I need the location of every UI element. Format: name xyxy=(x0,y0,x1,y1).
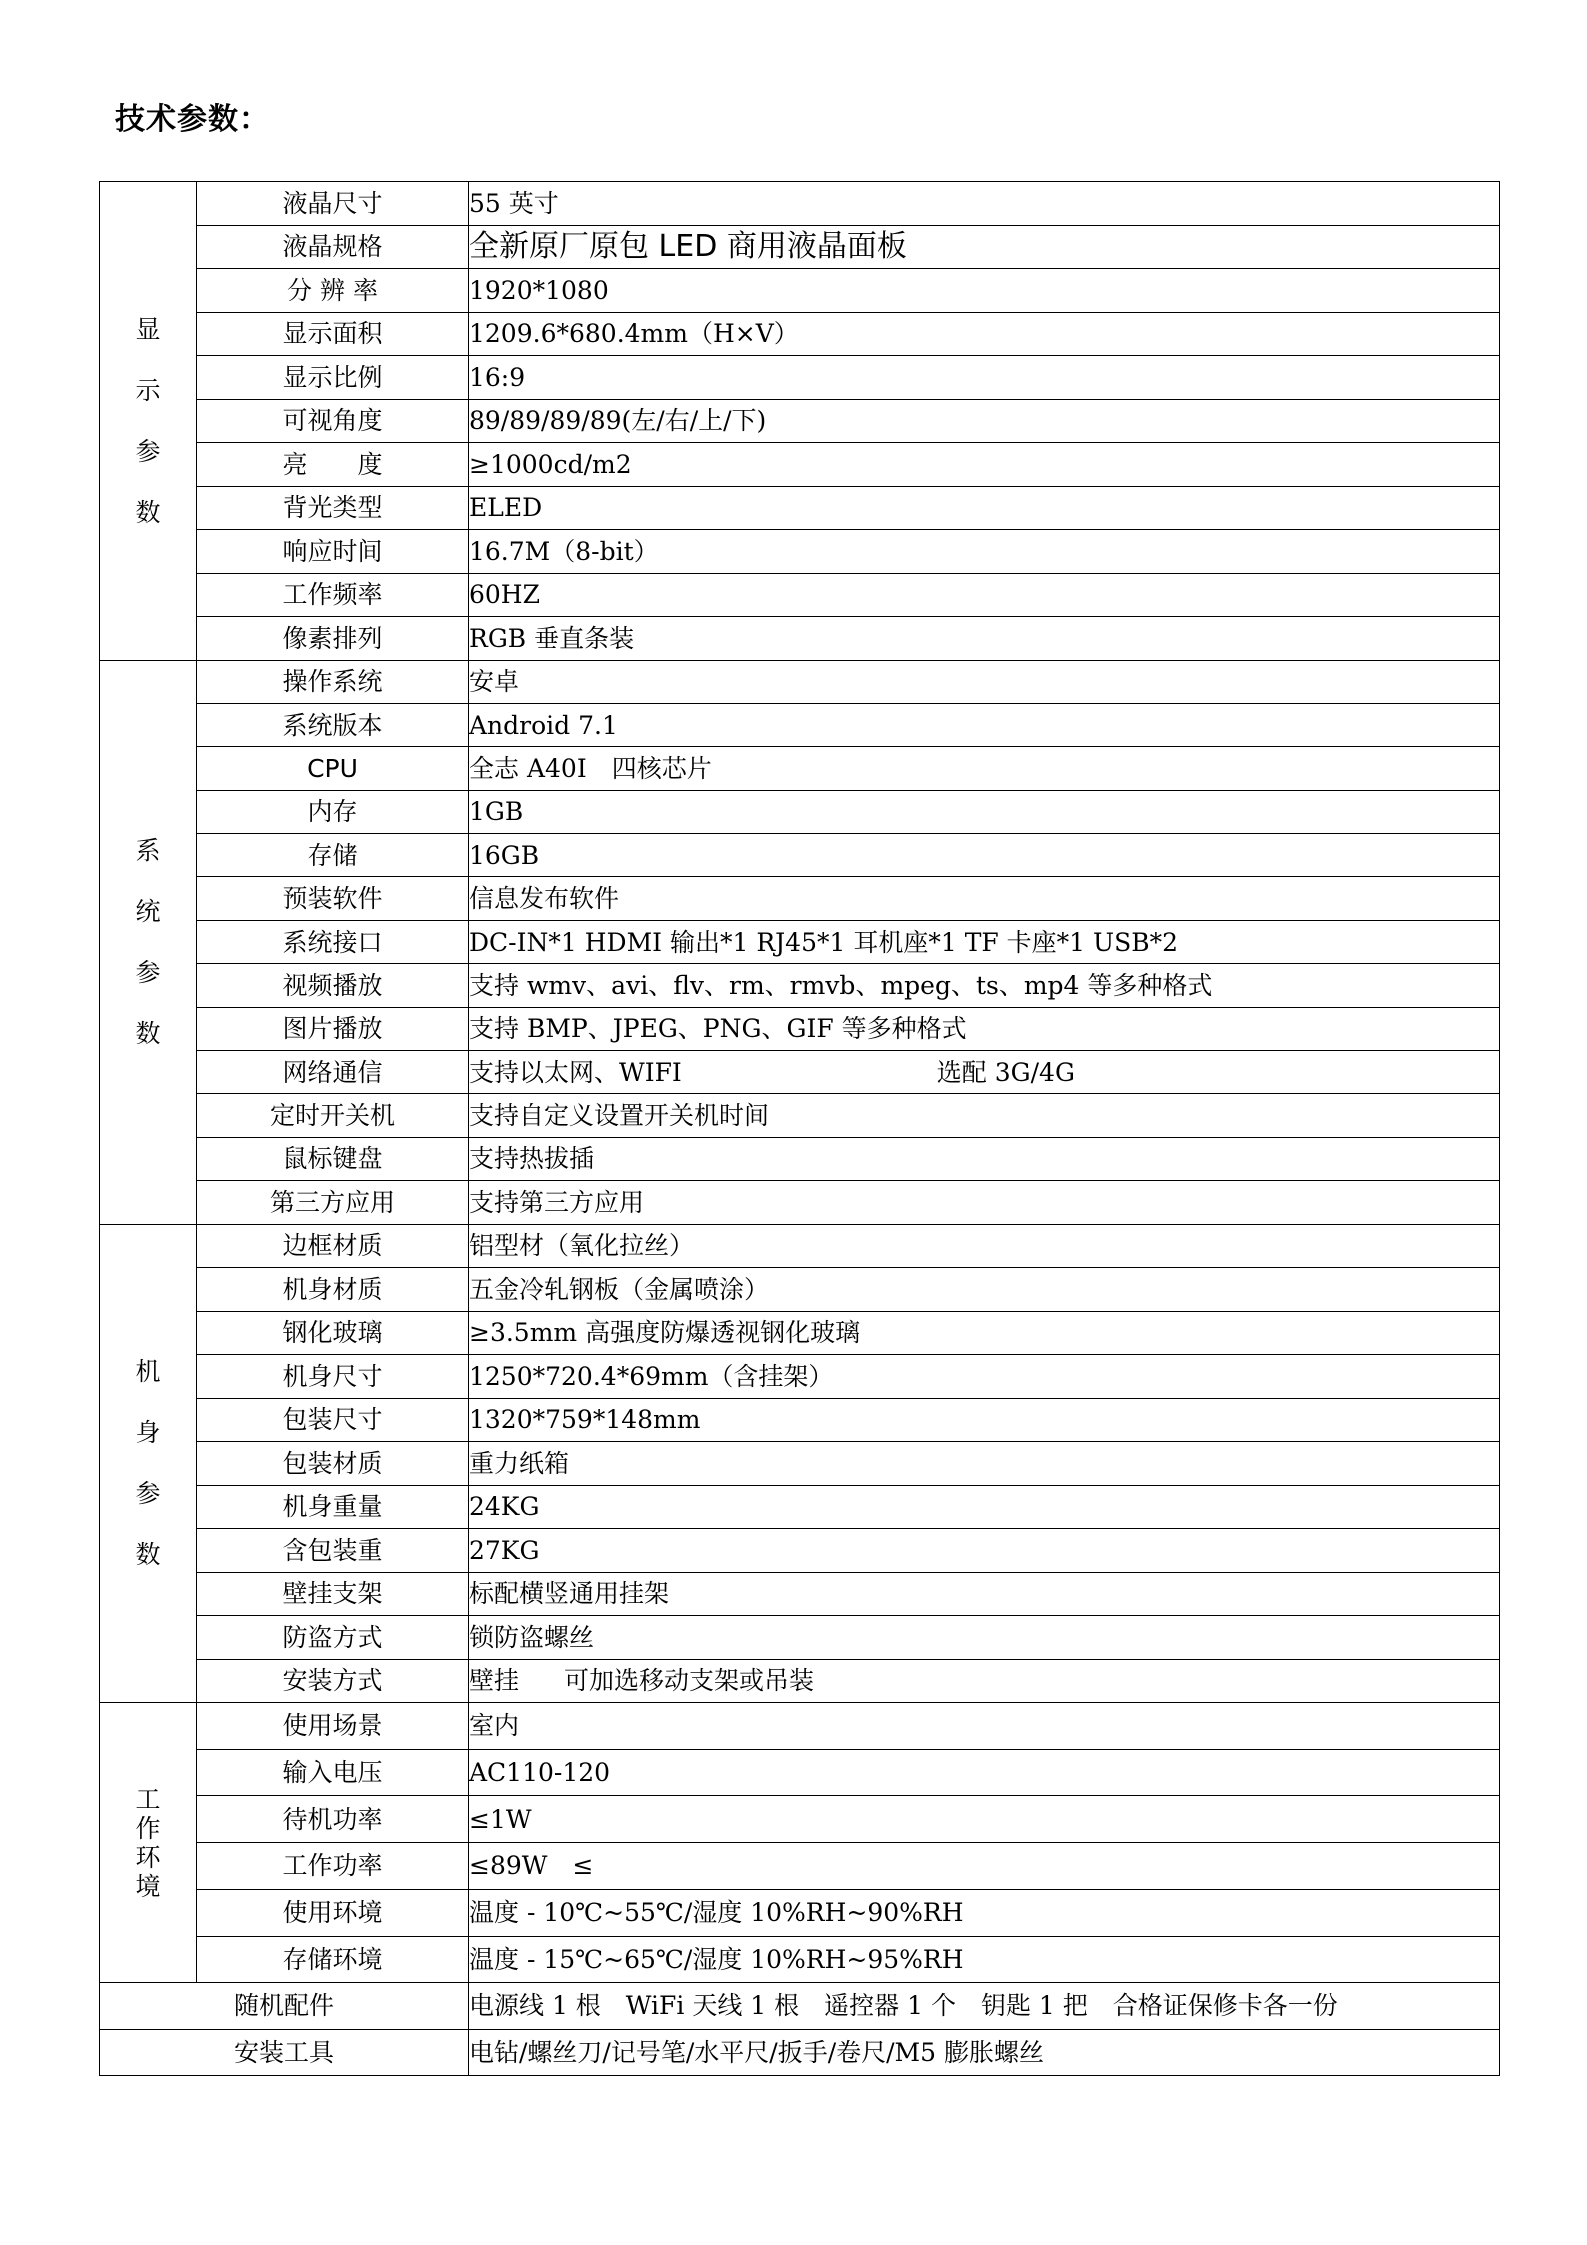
spec-row xyxy=(100,530,1500,574)
spec-value xyxy=(469,1659,1500,1703)
spec-row xyxy=(100,1889,1500,1936)
spec-value: 16:9 xyxy=(469,356,1500,400)
spec-value-extra: 选配 3G/4G xyxy=(936,1057,1075,1087)
spec-value: 标配横竖通用挂架 xyxy=(469,1572,1500,1616)
spec-value: 60HZ xyxy=(469,573,1500,617)
spec-label: 显示比例 xyxy=(197,356,469,400)
spec-value: 1GB xyxy=(469,790,1500,833)
spec-value: 24KG xyxy=(469,1485,1500,1529)
tools-label: 安装工具 xyxy=(100,2029,469,2076)
spec-row xyxy=(100,1529,1500,1573)
spec-label: 工作频率 xyxy=(197,573,469,617)
spec-row xyxy=(100,1398,1500,1442)
spec-row xyxy=(100,747,1500,790)
group-label-char: 显 xyxy=(135,314,161,344)
accessories-value: 电源线 1 根 WiFi 天线 1 根 遥控器 1 个 钥匙 1 把 合格证保修卡各一份 xyxy=(469,1983,1500,2030)
spec-row xyxy=(100,1616,1500,1660)
spec-value: ELED xyxy=(469,486,1500,530)
spec-row xyxy=(100,312,1500,356)
spec-row-accessories xyxy=(100,1983,1500,2030)
spec-label: 防盗方式 xyxy=(197,1616,469,1660)
spec-label: 背光类型 xyxy=(197,486,469,530)
spec-row xyxy=(100,1796,1500,1843)
spec-value: 铝型材（氧化拉丝） xyxy=(469,1224,1500,1268)
spec-row xyxy=(100,1224,1500,1268)
spec-value: 室内 xyxy=(469,1703,1500,1750)
spec-row xyxy=(100,1749,1500,1796)
spec-label: 输入电压 xyxy=(197,1749,469,1796)
spec-label: 内存 xyxy=(197,790,469,833)
spec-label: 液晶尺寸 xyxy=(197,182,469,226)
group-label-char: 示 xyxy=(135,375,161,405)
spec-table-body xyxy=(100,182,1500,2076)
spec-row xyxy=(100,660,1500,703)
spec-label: 边框材质 xyxy=(197,1224,469,1268)
spec-value: 全新原厂原包 LED 商用液晶面板 xyxy=(469,225,1500,269)
spec-value: ≥3.5mm 高强度防爆透视钢化玻璃 xyxy=(469,1311,1500,1355)
spec-row xyxy=(100,1051,1500,1094)
group-label-char: 参 xyxy=(135,436,161,466)
spec-row xyxy=(100,225,1500,269)
spec-label: 网络通信 xyxy=(197,1051,469,1094)
spec-value: 16.7M（8-bit） xyxy=(469,530,1500,574)
spec-label: 响应时间 xyxy=(197,530,469,574)
spec-label: 视频播放 xyxy=(197,964,469,1007)
spec-label: 机身材质 xyxy=(197,1268,469,1312)
spec-label: 安装方式 xyxy=(197,1659,469,1703)
group-label-display xyxy=(100,182,197,661)
spec-value: 1250*720.4*69mm（含挂架） xyxy=(469,1355,1500,1399)
spec-row xyxy=(100,1181,1500,1224)
spec-label: 像素排列 xyxy=(197,617,469,661)
spec-value: ≥1000cd/m2 xyxy=(469,443,1500,487)
spec-row-tools xyxy=(100,2029,1500,2076)
spec-value: DC-IN*1 HDMI 输出*1 RJ45*1 耳机座*1 TF 卡座*1 USB*2 xyxy=(469,920,1500,963)
group-label-char: 参 xyxy=(135,958,161,988)
spec-row xyxy=(100,182,1500,226)
spec-label: 预装软件 xyxy=(197,877,469,920)
group-label-body xyxy=(100,1224,197,1703)
spec-value: 支持热拔插 xyxy=(469,1137,1500,1180)
spec-row xyxy=(100,269,1500,313)
spec-row xyxy=(100,573,1500,617)
group-label-char: 数 xyxy=(135,1540,161,1570)
spec-label: 使用环境 xyxy=(197,1889,469,1936)
spec-label: 系统版本 xyxy=(197,703,469,746)
spec-value: 支持 wmv、avi、flv、rm、rmvb、mpeg、ts、mp4 等多种格式 xyxy=(469,964,1500,1007)
spec-value: 支持自定义设置开关机时间 xyxy=(469,1094,1500,1137)
spec-value-main: 支持以太网、WIFI xyxy=(469,1057,682,1087)
spec-row xyxy=(100,399,1500,443)
spec-label: 机身重量 xyxy=(197,1485,469,1529)
spec-value: 安卓 xyxy=(469,660,1500,703)
group-label-char: 环 xyxy=(135,1842,161,1872)
group-label-char: 身 xyxy=(135,1418,161,1448)
spec-value: 27KG xyxy=(469,1529,1500,1573)
spec-row xyxy=(100,1572,1500,1616)
spec-row xyxy=(100,790,1500,833)
group-label-char: 系 xyxy=(135,836,161,866)
spec-label: 系统接口 xyxy=(197,920,469,963)
spec-label: 机身尺寸 xyxy=(197,1355,469,1399)
tools-value: 电钻/螺丝刀/记号笔/水平尺/扳手/卷尺/M5 膨胀螺丝 xyxy=(469,2029,1500,2076)
spec-row xyxy=(100,1094,1500,1137)
spec-row xyxy=(100,1659,1500,1703)
spec-value: 16GB xyxy=(469,834,1500,877)
spec-value: 1320*759*148mm xyxy=(469,1398,1500,1442)
spec-row xyxy=(100,356,1500,400)
spec-row xyxy=(100,1936,1500,1983)
spec-row xyxy=(100,486,1500,530)
spec-value: 温度 - 10℃~55℃/湿度 10%RH~90%RH xyxy=(469,1889,1500,1936)
spec-label: 鼠标键盘 xyxy=(197,1137,469,1180)
spec-value-extra: 可加选移动支架或吊装 xyxy=(564,1666,815,1696)
spec-label: 壁挂支架 xyxy=(197,1572,469,1616)
spec-row xyxy=(100,1442,1500,1486)
spec-row xyxy=(100,1311,1500,1355)
spec-label: 操作系统 xyxy=(197,660,469,703)
spec-value: 信息发布软件 xyxy=(469,877,1500,920)
spec-label: 第三方应用 xyxy=(197,1181,469,1224)
spec-value: 温度 - 15℃~65℃/湿度 10%RH~95%RH xyxy=(469,1936,1500,1983)
spec-value: 锁防盗螺丝 xyxy=(469,1616,1500,1660)
group-label-char: 数 xyxy=(135,497,161,527)
spec-row xyxy=(100,1703,1500,1750)
spec-label: 分 辨 率 xyxy=(197,269,469,313)
spec-label: 液晶规格 xyxy=(197,225,469,269)
spec-label: 存储环境 xyxy=(197,1936,469,1983)
spec-label: 存储 xyxy=(197,834,469,877)
spec-row xyxy=(100,1137,1500,1180)
spec-value: 重力纸箱 xyxy=(469,1442,1500,1486)
spec-value: 55 英寸 xyxy=(469,182,1500,226)
spec-row xyxy=(100,1268,1500,1312)
spec-row xyxy=(100,703,1500,746)
spec-value: 支持 BMP、JPEG、PNG、GIF 等多种格式 xyxy=(469,1007,1500,1050)
spec-value: ≤89W ≤ xyxy=(469,1843,1500,1890)
spec-label: 含包装重 xyxy=(197,1529,469,1573)
spec-value: 1920*1080 xyxy=(469,269,1500,313)
spec-row xyxy=(100,920,1500,963)
spec-row xyxy=(100,1843,1500,1890)
spec-value: Android 7.1 xyxy=(469,703,1500,746)
spec-label: 待机功率 xyxy=(197,1796,469,1843)
spec-row xyxy=(100,1485,1500,1529)
spec-row xyxy=(100,964,1500,1007)
spec-label: 亮 度 xyxy=(197,443,469,487)
spec-value xyxy=(469,1051,1500,1094)
spec-label: CPU xyxy=(197,747,469,790)
spec-label: 使用场景 xyxy=(197,1703,469,1750)
spec-label: 显示面积 xyxy=(197,312,469,356)
group-label-environment xyxy=(100,1703,197,1983)
spec-value: 五金冷轧钢板（金属喷涂） xyxy=(469,1268,1500,1312)
spec-value: 全志 A40I 四核芯片 xyxy=(469,747,1500,790)
spec-label: 工作功率 xyxy=(197,1843,469,1890)
page-title: 技术参数： xyxy=(115,102,270,137)
spec-label: 图片播放 xyxy=(197,1007,469,1050)
group-label-char: 参 xyxy=(135,1479,161,1509)
spec-value-main: 壁挂 xyxy=(469,1666,520,1696)
spec-row xyxy=(100,877,1500,920)
group-label-char: 境 xyxy=(135,1871,161,1901)
spec-table xyxy=(99,181,1500,2076)
group-label-char: 数 xyxy=(135,1019,161,1049)
group-label-char: 作 xyxy=(135,1813,161,1843)
group-label-char: 工 xyxy=(135,1784,161,1814)
accessories-label: 随机配件 xyxy=(100,1983,469,2030)
spec-value: 支持第三方应用 xyxy=(469,1181,1500,1224)
group-label-char: 统 xyxy=(135,897,161,927)
spec-row xyxy=(100,1355,1500,1399)
spec-label: 钢化玻璃 xyxy=(197,1311,469,1355)
spec-value: RGB 垂直条装 xyxy=(469,617,1500,661)
spec-value: AC110-120 xyxy=(469,1749,1500,1796)
spec-label: 包装材质 xyxy=(197,1442,469,1486)
group-label-char: 机 xyxy=(135,1357,161,1387)
spec-label: 包装尺寸 xyxy=(197,1398,469,1442)
spec-row xyxy=(100,443,1500,487)
spec-label: 定时开关机 xyxy=(197,1094,469,1137)
spec-value: ≤1W xyxy=(469,1796,1500,1843)
group-label-system xyxy=(100,660,197,1224)
spec-value: 1209.6*680.4mm（H×V） xyxy=(469,312,1500,356)
spec-value: 89/89/89/89(左/右/上/下) xyxy=(469,399,1500,443)
spec-row xyxy=(100,617,1500,661)
spec-label: 可视角度 xyxy=(197,399,469,443)
spec-row xyxy=(100,1007,1500,1050)
spec-row xyxy=(100,834,1500,877)
